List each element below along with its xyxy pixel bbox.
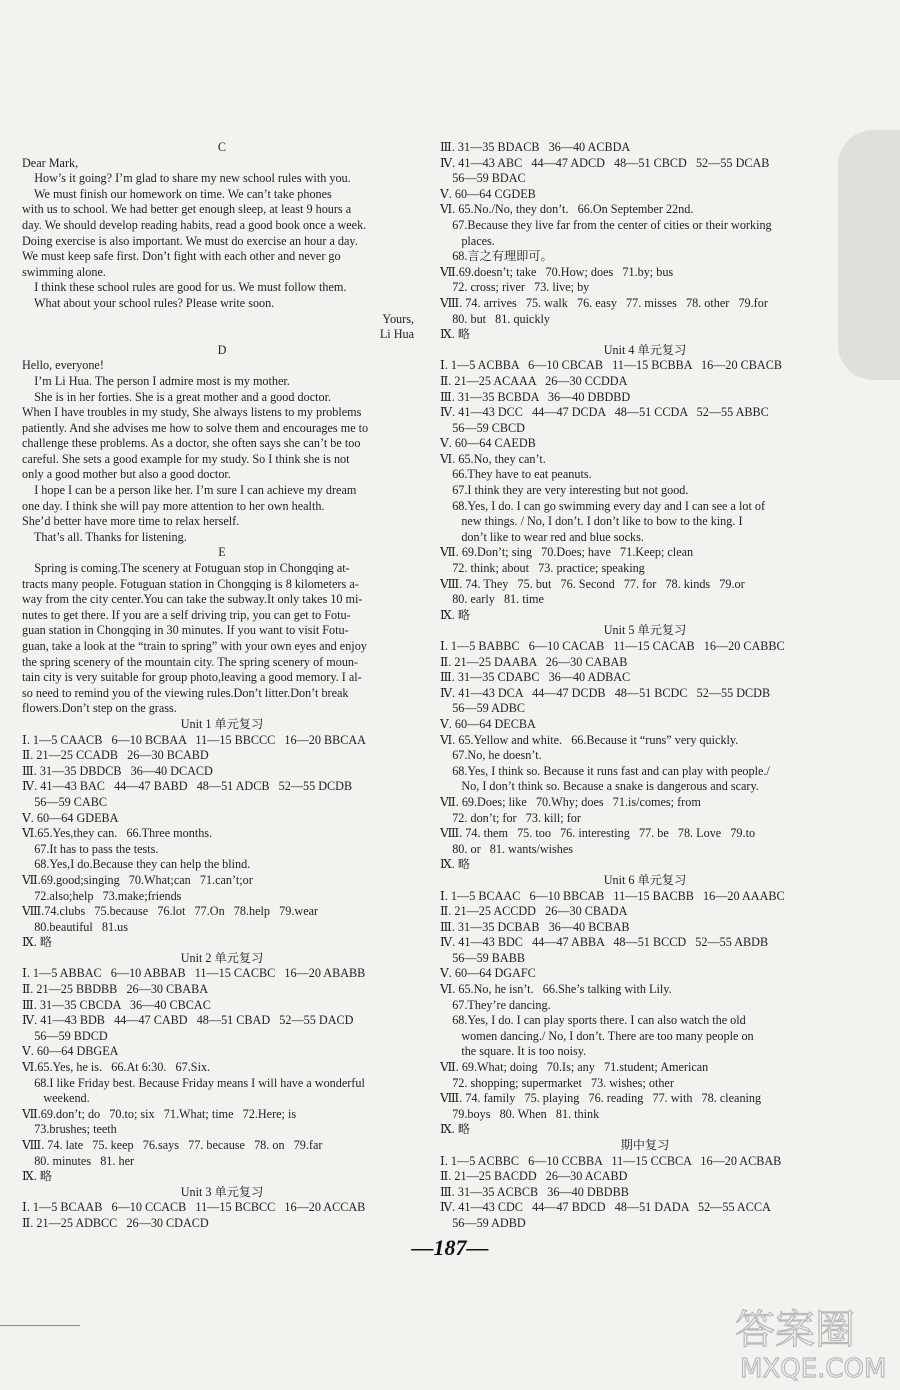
text-line: 56—59 BDAC [440, 171, 526, 186]
text-line: Ⅳ. 41—43 DCC 44—47 DCDA 48—51 CCDA 52—55 ABBC [440, 405, 769, 420]
text-line: Ⅴ. 60—64 GDEBA [22, 810, 119, 825]
text-line: Ⅶ.69.good;singing 70.What;can 71.can’t;or [22, 872, 253, 887]
text-line: Ⅷ. 74. They 75. but 76. Second 77. for 78. kinds 79.or [440, 576, 745, 591]
text-line: Ⅰ. 1—5 BCAAB 6—10 CCACB 11—15 BCBCC 16—20 ACCAB [22, 1200, 366, 1215]
section-heading: Unit 6 单元复习 [603, 872, 687, 887]
text-line: the square. It is too noisy. [440, 1044, 587, 1059]
text-line: She’d better have more time to relax herself. [22, 514, 240, 529]
text-line: Ⅰ. 1—5 ACBBC 6—10 CCBBA 11—15 CCBCA 16—20 ACBAB [440, 1153, 782, 1168]
text-line: 80. early 81. time [440, 592, 544, 607]
text-line: 56—59 ADBD [440, 1215, 526, 1230]
text-line: the spring scenery of the mountain city. The spring scenery of moun- [22, 654, 359, 669]
text-line: Ⅲ. 31—35 DCBAB 36—40 BCBAB [440, 919, 630, 934]
text-line: don’t like to wear red and blue socks. [440, 529, 644, 544]
text-line: Ⅳ. 41—43 BDB 44—47 CABD 48—51 CBAD 52—55 DACD [22, 1013, 354, 1028]
text-line: 67.No, he doesn’t. [440, 748, 542, 763]
text-line: Ⅷ.74.clubs 75.because 76.lot 77.On 78.help 79.wear [22, 904, 319, 919]
text-line: No, I don’t think so. Because a snake is dangerous and scary. [440, 779, 759, 794]
text-line: Ⅱ. 21—25 ACAAA 26—30 CCDDA [440, 373, 628, 388]
text-line: 80. or 81. wants/wishes [440, 841, 574, 856]
text-line: careful. She sets a good example for my study. So I think she is not [22, 451, 350, 466]
text-line: 72. shopping; supermarket 73. wishes; other [440, 1075, 674, 1090]
text-line: 67.It has to pass the tests. [22, 841, 159, 856]
text-line: Ⅶ. 69.Don’t; sing 70.Does; have 71.Keep; clean [440, 545, 694, 560]
text-line: Yours, [382, 311, 414, 326]
watermark-text-top: 答案圈 [735, 1307, 855, 1353]
text-line: Ⅱ. 21—25 ADBCC 26—30 CDACD [22, 1215, 209, 1230]
text-line: 68.I like Friday best. Because Friday means I will have a wonderful [22, 1075, 365, 1090]
text-line: tain city is very suitable for group photo,leaving a good memory. I al- [22, 670, 362, 685]
section-heading: D [217, 342, 227, 357]
text-line: That’s all. Thanks for listening. [22, 529, 187, 544]
watermark-text-bottom: MXQE.COM [740, 1354, 887, 1384]
text-line: Ⅵ.65.Yes, he is. 66.At 6:30. 67.Six. [22, 1060, 211, 1075]
text-line: Ⅴ. 60—64 CAEDB [440, 436, 536, 451]
text-line: Ⅷ. 74. arrives 75. walk 76. easy 77. misses 78. other 79.for [440, 295, 768, 310]
section-heading: E [218, 545, 226, 560]
text-line: places. [440, 233, 495, 248]
text-line: with us to school. We had better get enough sleep, at least 9 hours a [22, 202, 352, 217]
text-line: Ⅷ. 74. late 75. keep 76.says 77. because 78. on 79.far [22, 1138, 323, 1152]
bottom-rule [0, 1325, 80, 1326]
right-column [440, 140, 850, 1232]
text-line: Ⅶ.69.doesn’t; take 70.How; does 71.by; bus [440, 264, 674, 279]
text-line: 68.Yes, I do. I can play sports there. I can also watch the old [440, 1013, 746, 1028]
text-line: 80. but 81. quickly [440, 311, 551, 326]
text-line: Ⅴ. 60—64 DECBA [440, 716, 536, 731]
text-line: Ⅵ.65.Yes,they can. 66.Three months. [22, 826, 213, 841]
text-line: Ⅲ. 31—35 CBCDA 36—40 CBCAC [22, 997, 211, 1012]
text-line: Hello, everyone! [22, 358, 104, 373]
text-line: women dancing./ No, I don’t. There are too many people on [440, 1028, 754, 1043]
text-line: Ⅰ. 1—5 BCAAC 6—10 BBCAB 11—15 BACBB 16—20 AAABC [440, 888, 785, 903]
text-line: Ⅶ.69.don’t; do 70.to; six 71.What; time 72.Here; is [22, 1106, 297, 1121]
text-line: 68.Yes, I think so. Because it runs fast and can play with people./ [440, 763, 770, 778]
text-line: Ⅱ. 21—25 BBDBB 26—30 CBABA [22, 982, 209, 997]
text-line: Dear Mark, [22, 155, 79, 170]
text-line: Ⅸ. 略 [22, 935, 53, 950]
section-heading: C [217, 140, 227, 154]
text-line: Ⅴ. 60—64 DGAFC [440, 966, 536, 981]
text-line: Ⅴ. 60—64 DBGEA [22, 1044, 119, 1059]
watermark-logo [725, 1295, 895, 1385]
text-line: only a good mother but also a good doctor. [22, 467, 231, 482]
text-line: Ⅳ. 41—43 CDC 44—47 BDCD 48—51 DADA 52—55 ACCA [440, 1200, 771, 1215]
text-line: Ⅸ. 略 [22, 1169, 53, 1184]
text-line: Ⅰ. 1—5 BABBC 6—10 CACAB 11—15 CACAB 16—20 CABBC [440, 639, 785, 653]
text-line: 56—59 ADBC [440, 701, 525, 716]
text-line: I hope I can be a person like her. I’m sure I can achieve my dream [22, 483, 357, 498]
text-line: When I have troubles in my study, She always listens to my problems [22, 405, 362, 420]
text-line: guan station in Chongqing in 30 minutes. If you want to visit Fotu- [22, 623, 349, 638]
text-line: new things. / No, I don’t. I don’t like to bow to the king. I [440, 514, 743, 529]
text-line: 67.I think they are very interesting but not good. [440, 483, 689, 498]
section-heading: 期中复习 [620, 1138, 670, 1152]
text-line: Ⅲ. 31—35 DBDCB 36—40 DCACD [22, 763, 213, 778]
text-line: Ⅵ. 65.No./No, they don’t. 66.On September 22nd. [440, 202, 694, 217]
text-line: Ⅸ. 略 [440, 327, 471, 342]
text-line: 67.Because they live far from the center of cities or their working [440, 217, 772, 232]
text-line: 68.言之有理即可。 [440, 249, 553, 264]
text-line: swimming alone. [22, 264, 106, 279]
text-line: Ⅸ. 略 [440, 1122, 471, 1137]
text-line: way from the city center.You can take the subway.It only takes 10 mi- [22, 592, 363, 607]
text-line: 72.also;help 73.make;friends [22, 888, 182, 903]
text-line: 56—59 BABB [440, 950, 525, 965]
text-line: 56—59 CBCD [440, 420, 525, 435]
section-heading: Unit 2 单元复习 [180, 950, 264, 965]
section-heading: Unit 1 单元复习 [180, 716, 264, 731]
text-line: She is in her forties. She is a great mother and a good doctor. [22, 389, 332, 404]
text-line: 68.Yes,I do.Because they can help the blind. [22, 857, 251, 872]
text-line: Ⅰ. 1—5 CAACB 6—10 BCBAA 11—15 BBCCC 16—20 BBCAA [22, 732, 366, 747]
text-line: Ⅵ. 65.No, they can’t. [440, 451, 546, 466]
text-line: Ⅳ. 41—43 BDC 44—47 ABBA 48—51 BCCD 52—55 ABDB [440, 935, 769, 950]
text-line: weekend. [22, 1091, 90, 1106]
text-line: Ⅳ. 41—43 ABC 44—47 ADCD 48—51 CBCD 52—55 DCAB [440, 155, 770, 170]
section-heading: Unit 3 单元复习 [180, 1184, 264, 1199]
text-line: Ⅲ. 31—35 BCBDA 36—40 DBDBD [440, 389, 631, 404]
text-line: What about your school rules? Please write soon. [22, 295, 275, 310]
text-line: We must keep safe first. Don’t fight with each other and never go [22, 249, 341, 264]
text-line: I’m Li Hua. The person I admire most is my mother. [22, 373, 290, 388]
text-line: How’s it going? I’m glad to share my new school rules with you. [22, 171, 351, 186]
section-heading: Unit 5 单元复习 [603, 623, 687, 638]
text-line: Ⅷ. 74. family 75. playing 76. reading 77. with 78. cleaning [440, 1091, 762, 1106]
text-line: 72. cross; river 73. live; by [440, 280, 590, 295]
text-line: Ⅷ. 74. them 75. too 76. interesting 77. be 78. Love 79.to [440, 826, 756, 841]
text-line: 68.Yes, I do. I can go swimming every day and I can see a lot of [440, 498, 766, 513]
text-line: 80.beautiful 81.us [22, 919, 128, 934]
text-line: Ⅲ. 31—35 BDACB 36—40 ACBDA [440, 140, 631, 154]
text-line: day. We should develop reading habits, read a good book once a week. [22, 217, 367, 232]
text-line: Spring is coming.The scenery at Fotuguan stop in Chongqing at- [22, 561, 350, 576]
text-line: Ⅴ. 60—64 CGDEB [440, 186, 536, 201]
text-line: 66.They have to eat peanuts. [440, 467, 592, 482]
text-line: Ⅵ. 65.No, he isn’t. 66.She’s talking with Lily. [440, 982, 672, 997]
text-line: Ⅲ. 31—35 CDABC 36—40 ADBAC [440, 670, 631, 685]
text-line: 73.brushes; teeth [22, 1122, 117, 1137]
text-line: I think these school rules are good for us. We must follow them. [22, 280, 347, 295]
text-line: 56—59 CABC [22, 794, 107, 809]
text-line: Ⅳ. 41—43 DCA 44—47 DCDB 48—51 BCDC 52—55 DCDB [440, 685, 771, 700]
text-line: tracts many people. Fotuguan station in Chongqing is 8 kilometers a- [22, 576, 359, 591]
text-line: Ⅰ. 1—5 ACBBA 6—10 CBCAB 11—15 BCBBA 16—20 CBACB [440, 358, 782, 373]
text-line: guan, take a look at the “train to spring” with your own eyes and enjoy [22, 639, 367, 653]
text-line: 56—59 BDCD [22, 1028, 108, 1043]
text-line: Li Hua [379, 327, 414, 342]
left-column [22, 140, 422, 1232]
section-heading: Unit 4 单元复习 [603, 342, 687, 357]
text-line: Ⅱ. 21—25 DAABA 26—30 CABAB [440, 654, 628, 669]
text-line: Ⅰ. 1—5 ABBAC 6—10 ABBAB 11—15 CACBC 16—20 ABABB [22, 966, 366, 981]
text-line: 67.They’re dancing. [440, 997, 551, 1012]
text-line: Ⅸ. 略 [440, 857, 471, 872]
page-number: —187— [411, 1235, 489, 1260]
text-line: Ⅲ. 31—35 ACBCB 36—40 DBDBB [440, 1184, 629, 1199]
text-line: 72. don’t; for 73. kill; for [440, 810, 581, 825]
text-line: Ⅱ. 21—25 ACCDD 26—30 CBADA [440, 904, 628, 919]
text-line: 72. think; about 73. practice; speaking [440, 561, 645, 576]
text-line: Ⅱ. 21—25 CCADB 26—30 BCABD [22, 748, 209, 763]
text-line: We must finish our homework on time. We can’t take phones [22, 186, 332, 201]
text-line: Doing exercise is also important. We must do exercise an hour a day. [22, 233, 358, 248]
text-line: Ⅱ. 21—25 BACDD 26—30 ACABD [440, 1169, 628, 1184]
text-line: Ⅵ. 65.Yellow and white. 66.Because it “runs” very quickly. [440, 732, 739, 747]
text-line: Ⅳ. 41—43 BAC 44—47 BABD 48—51 ADCB 52—55 DCDB [22, 779, 353, 794]
text-line: Ⅶ. 69.Does; like 70.Why; does 71.is/comes; from [440, 794, 701, 809]
text-line: challenge these problems. As a doctor, she often says she can’t be too [22, 436, 361, 451]
text-line: Ⅶ. 69.What; doing 70.Is; any 71.student; American [440, 1060, 709, 1075]
text-line: so need to remind you of the viewing rules.Don’t litter.Don’t break [22, 685, 349, 700]
text-line: 80. minutes 81. her [22, 1153, 135, 1168]
text-line: 79.boys 80. When 81. think [440, 1106, 600, 1121]
text-line: nutes to get there. If you are a self driving trip, you can get to Fotu- [22, 607, 351, 622]
text-line: one day. I think she will pay more attention to her own health. [22, 498, 325, 513]
text-line: flowers.Don’t step on the grass. [22, 701, 177, 716]
text-line: patiently. And she advises me how to solve them and encourages me to [22, 420, 369, 435]
text-line: Ⅸ. 略 [440, 607, 471, 622]
